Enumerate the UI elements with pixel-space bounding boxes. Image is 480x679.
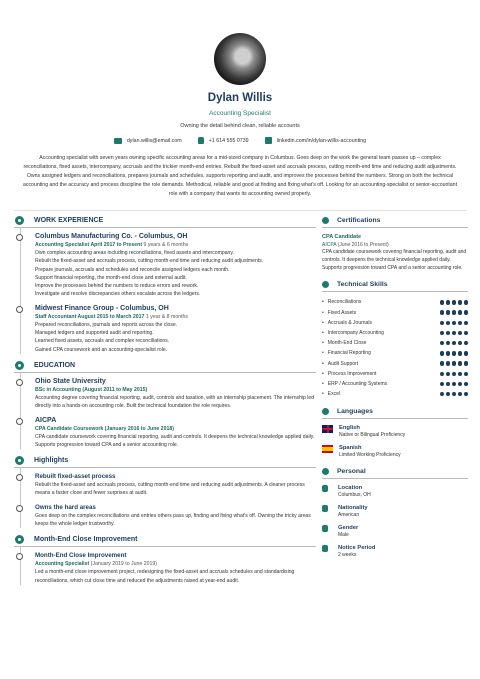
education-entry <box>14 416 316 450</box>
skill-name: • Financial Reporting <box>322 350 371 356</box>
contact-bar <box>0 137 480 144</box>
project-dates: (January 2019 to June 2019) <box>90 561 157 568</box>
education-desc: CPA candidate coursework covering financial reporting, audit and controls. It deepens the technical knowledge applied daily. Supports progression toward CPA and a senior accounting role. <box>35 433 315 448</box>
rating-dot <box>464 331 469 336</box>
skill-row <box>322 328 468 338</box>
language-item <box>322 424 468 439</box>
clock-icon <box>322 545 328 552</box>
linkedin-icon <box>265 137 272 144</box>
rating-dot <box>440 361 445 366</box>
rating-dot <box>440 300 445 305</box>
section-title: EDUCATION <box>34 361 76 369</box>
personal-item <box>322 504 468 519</box>
person-icon <box>322 468 329 475</box>
skill-row <box>322 297 468 307</box>
language-name: English <box>339 425 360 432</box>
rating-dot <box>458 351 463 356</box>
skill-rating <box>440 341 469 346</box>
rating-dot <box>458 331 463 336</box>
skill-name: • Process Improvement <box>322 371 376 377</box>
rating-dot <box>446 331 451 336</box>
rating-dot <box>458 382 463 387</box>
job-entry <box>14 232 316 299</box>
job-bullets <box>35 249 316 299</box>
project-icon <box>15 535 24 544</box>
project-desc: Led a month-end close improvement project, redesigning the fixed-asset and accruals schedules and standardising reconciliations, which cut close time and reduced the adjustments raised at year-end audit. <box>35 569 295 584</box>
phone-contact[interactable] <box>198 137 249 144</box>
project-title: Month-End Close Improvement <box>35 552 127 560</box>
skill-rating <box>440 331 469 336</box>
education-section <box>14 359 316 449</box>
section-title: Highlights <box>34 457 69 465</box>
certifications-section <box>322 214 468 272</box>
degree-text: BSc in Accounting (August 2011 to May 2015) <box>35 386 148 393</box>
candidate-name: Dylan Willis <box>207 92 273 104</box>
skill-name: • Intercompany Accounting <box>322 330 384 336</box>
skill-name: • Excel <box>322 391 340 397</box>
rating-dot <box>446 321 451 326</box>
skill-row <box>322 389 468 399</box>
rating-dot <box>440 392 445 397</box>
rating-dot <box>446 372 451 377</box>
left-column <box>14 214 316 674</box>
rating-dot <box>446 382 451 387</box>
section-title: Technical Skills <box>337 281 388 289</box>
personal-item <box>322 544 468 559</box>
skill-name: • Month-End Close <box>322 340 366 346</box>
skill-row <box>322 369 468 379</box>
rating-dot <box>464 321 469 326</box>
lightbulb-icon <box>322 281 329 288</box>
work-experience-section <box>14 214 316 354</box>
section-title: Month-End Close Improvement <box>34 536 138 544</box>
personal-section <box>322 465 468 559</box>
location-icon <box>322 485 328 492</box>
highlight-entry <box>14 472 316 498</box>
rating-dot <box>446 361 451 366</box>
timeline-dot <box>16 505 23 512</box>
skill-row <box>322 379 468 389</box>
skill-name: • Accruals & Journals <box>322 320 372 326</box>
section-title: WORK EXPERIENCE <box>34 217 104 224</box>
job-bullets <box>35 321 316 354</box>
school-name: AICPA <box>35 416 57 424</box>
personal-label: Nationality <box>338 505 368 512</box>
rating-dot <box>464 300 469 305</box>
section-header <box>14 454 316 468</box>
right-column <box>322 214 468 674</box>
summary: Accounting specialist with seven years owning specific accounting areas for a mid-sized company in Columbus. Goes deep on the work the general team passes up – complex reconciliations, fixed assets, intercompany, accruals and the trickier month-end entries. Rebuilt the fixed-asset and accruals process, cutting month-end time and reducing audit adjustments. Owns assigned ledgers and reconciliations, prepares journals and schedules, supports reporting and audit, and improves the processes behind the numbers. Strong on both the technical accounting and the accuracy and process discipline the role demands. Methodical, reliable and good at finding and fixing what's off. Looking for an accounting-specialist or senior-accountant role with a company that wants its accounting owned properly. <box>22 155 458 197</box>
personal-value: Columbus, OH <box>338 492 371 499</box>
education-desc: Accounting degree covering financial reporting, audit, controls and taxation, with an internship placement. The internship led directly into a hands-on accounting role. Built the technical foundation the role requires. <box>35 394 315 410</box>
company-name: Midwest Finance Group - Columbus, OH <box>35 304 169 312</box>
timeline-dot <box>16 379 23 386</box>
rating-dot <box>440 382 445 387</box>
rating-dot <box>464 392 469 397</box>
job-bullet: Own complex accounting areas including reconciliations, fixed assets and intercompany. <box>35 250 234 256</box>
highlights-section <box>14 454 316 528</box>
section-header <box>322 214 468 228</box>
skill-row <box>322 359 468 369</box>
company-name: Columbus Manufacturing Co. - Columbus, OH <box>35 233 188 240</box>
rating-dot <box>452 351 457 356</box>
school-name: Ohio State University <box>35 377 106 385</box>
email-contact[interactable] <box>114 137 182 144</box>
person-icon <box>322 525 328 532</box>
cert-desc: CPA candidate coursework covering financial reporting, audit and controls. It deepens the technical knowledge applied daily. Supports progression toward CPA and a senior accounting role. <box>322 249 467 271</box>
job-bullet: Managed ledgers and supported audit and reporting. <box>35 330 154 337</box>
job-bullet: Prepared reconciliations, journals and reports across the close. <box>35 321 178 328</box>
rating-dot <box>458 392 463 397</box>
header-divider <box>14 210 466 211</box>
highlight-desc: Goes deep on the complex reconciliations and entries others pass up, finding and fixing what's off. Owning the tricky areas keeps the whole ledger trustworthy. <box>35 512 311 528</box>
timeline-dot <box>16 553 23 560</box>
timeline-dot <box>16 306 23 313</box>
language-level: Limited Working Proficiency <box>339 452 401 459</box>
personal-item <box>322 484 468 499</box>
rating-dot <box>440 331 445 336</box>
skill-name: • Audit Support <box>322 361 358 367</box>
rating-dot <box>452 331 457 336</box>
avatar <box>214 33 266 85</box>
email-icon <box>114 138 122 144</box>
rating-dot <box>464 351 469 356</box>
flag-icon <box>322 505 328 512</box>
uk-flag-icon <box>322 425 333 433</box>
section-header <box>14 359 316 373</box>
graduation-cap-icon <box>15 361 24 370</box>
skill-row <box>322 318 468 328</box>
skill-row <box>322 308 468 318</box>
project-role-text: Accounting Specialist <box>35 561 90 568</box>
job-bullet: Improve the processes behind the numbers to reduce errors and rework. <box>35 283 199 290</box>
timeline-dot <box>16 474 23 481</box>
issuer-text: AICPA <box>322 242 337 248</box>
section-title: Languages <box>337 408 373 416</box>
rating-dot <box>446 392 451 397</box>
rating-dot <box>440 341 445 346</box>
job-bullet: Investigate and resolve discrepancies others escalate across the ledgers. <box>35 291 201 298</box>
education-entry <box>14 377 316 411</box>
star-icon <box>15 456 24 465</box>
skill-rating <box>440 361 469 366</box>
rating-dot <box>440 372 445 377</box>
rating-dot <box>446 351 451 356</box>
email-text[interactable]: dylan.willis@email.com <box>126 137 182 144</box>
personal-value: American <box>338 512 360 519</box>
section-header <box>322 465 468 479</box>
cert-name: CPA Candidate <box>322 234 362 240</box>
degree-text: CPA Candidate Coursework (January 2016 to June 2018) <box>35 425 174 432</box>
languages-section <box>322 405 468 459</box>
rating-dot <box>446 300 451 305</box>
personal-label: Location <box>338 485 363 492</box>
language-name: Spanish <box>339 445 362 452</box>
linkedin-contact[interactable] <box>265 137 367 144</box>
job-entry <box>14 304 316 354</box>
phone-icon <box>198 137 204 144</box>
job-role <box>35 313 316 321</box>
rating-dot <box>458 361 463 366</box>
rating-dot <box>452 310 457 315</box>
personal-label: Gender <box>338 525 359 532</box>
section-header <box>322 278 468 292</box>
timeline-dot <box>16 234 23 241</box>
spain-flag-icon <box>322 445 333 453</box>
rating-dot <box>464 361 469 366</box>
skill-rating <box>440 351 469 356</box>
rating-dot <box>452 382 457 387</box>
cert-issuer <box>322 241 468 249</box>
cert-date: (June 2016 to Present) <box>337 242 389 248</box>
rating-dot <box>464 341 469 346</box>
personal-value: 2 weeks <box>338 552 357 559</box>
skill-name: • Fixed Assets <box>322 310 356 316</box>
rating-dot <box>452 341 457 346</box>
rating-dot <box>452 321 457 326</box>
highlight-title: Owns the hard areas <box>35 503 96 511</box>
degree <box>35 386 316 394</box>
rating-dot <box>452 361 457 366</box>
project-section <box>14 533 316 585</box>
project-entry <box>14 551 316 585</box>
highlight-title: Rebuilt fixed-asset process <box>35 473 116 481</box>
certificate-icon <box>322 217 329 224</box>
briefcase-icon <box>15 216 24 225</box>
rating-dot <box>446 341 451 346</box>
rating-dot <box>458 321 463 326</box>
skill-row <box>322 348 468 358</box>
job-bullet: Prepare journals, accruals and schedules and reconcile assigned ledgers each month. <box>35 266 230 273</box>
skill-name: • Reconciliations <box>322 299 361 305</box>
job-bullet: Gained CPA coursework and an accounting-specialist role. <box>35 346 168 353</box>
skill-rating <box>440 382 469 387</box>
job-bullet: Rebuilt the fixed-asset and accruals process, cutting month-end time and reducing audit adjustments. <box>35 258 264 265</box>
role-text: Staff Accountant August 2015 to March 2017 <box>35 313 145 320</box>
personal-value: Male <box>338 532 349 539</box>
skill-rating <box>440 310 469 315</box>
skill-rating <box>440 392 469 397</box>
language-item <box>322 444 468 459</box>
rating-dot <box>452 372 457 377</box>
language-level: Native or Bilingual Proficiency <box>339 432 406 439</box>
project-role <box>35 560 316 568</box>
linkedin-text[interactable]: linkedin.com/in/dylan-willis-accounting <box>276 137 367 144</box>
phone-text[interactable]: +1 614 555 0739 <box>208 137 249 144</box>
role-text: Accounting Specialist April 2017 to Present <box>35 242 143 248</box>
rating-dot <box>440 310 445 315</box>
rating-dot <box>440 321 445 326</box>
rating-dot <box>458 341 463 346</box>
section-header <box>14 214 316 228</box>
rating-dot <box>458 300 463 305</box>
personal-label: Notice Period <box>338 545 376 552</box>
highlight-entry <box>14 503 316 529</box>
skill-row <box>322 338 468 348</box>
job-role <box>35 241 316 249</box>
job-bullet: Learned fixed assets, accruals and complex reconciliations. <box>35 338 170 345</box>
section-title: Personal <box>337 468 366 476</box>
duration: 9 years & 6 months <box>143 242 189 248</box>
personal-item <box>322 524 468 539</box>
rating-dot <box>458 310 463 315</box>
skill-rating <box>440 300 469 305</box>
skill-rating <box>440 372 469 377</box>
rating-dot <box>452 300 457 305</box>
rating-dot <box>452 392 457 397</box>
highlight-desc: Rebuilt the fixed-asset and accruals process, cutting month-end time and reducing audit adjustments. A cleaner process means a faster close and fewer surprises at audit. <box>35 482 305 497</box>
rating-dot <box>458 372 463 377</box>
duration: 1 year & 8 months <box>145 313 189 320</box>
skill-list <box>322 297 468 399</box>
rating-dot <box>440 351 445 356</box>
rating-dot <box>464 382 469 387</box>
rating-dot <box>464 372 469 377</box>
tagline: Owning the detail behind clean, reliable accounts <box>180 123 300 129</box>
job-bullet: Support financial reporting, the month-end close and external audit. <box>35 274 187 281</box>
timeline-dot <box>16 418 23 425</box>
rating-dot <box>464 310 469 315</box>
section-header <box>14 533 316 547</box>
section-title: Certifications <box>337 217 381 224</box>
globe-icon <box>322 408 329 415</box>
skills-section <box>322 278 468 399</box>
skill-name: • ERP / Accounting Systems <box>322 381 387 387</box>
skill-rating <box>440 321 469 326</box>
job-title: Accounting Specialist <box>209 110 271 117</box>
rating-dot <box>446 310 451 315</box>
degree <box>35 425 316 433</box>
section-header <box>322 405 468 419</box>
